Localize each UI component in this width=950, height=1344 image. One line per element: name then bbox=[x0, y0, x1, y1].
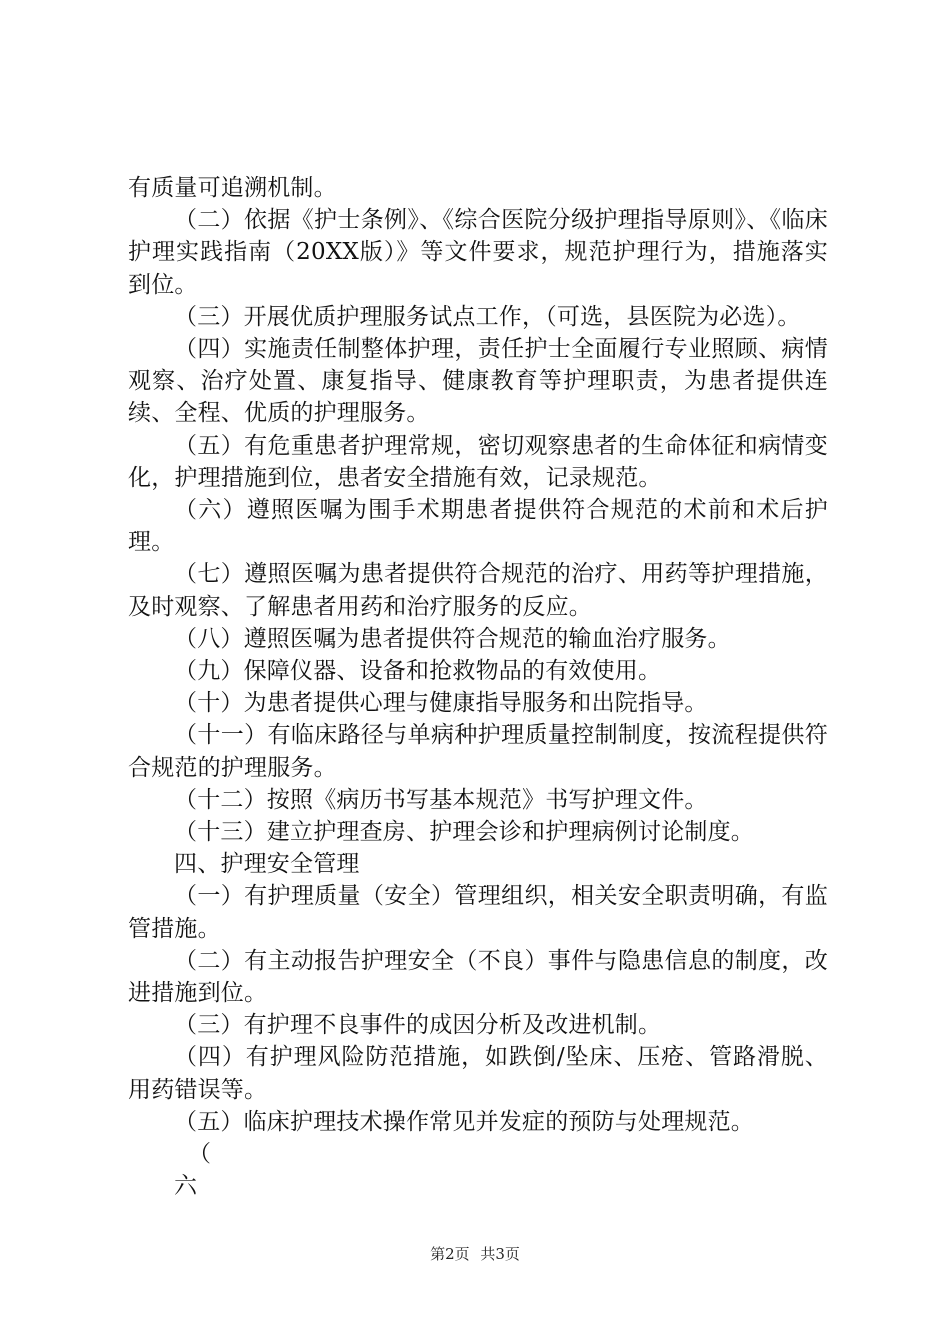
paragraph-7: （七）遵照医嘱为患者提供符合规范的治疗、用药等护理措施，及时观察、了解患者用药和治疗服务的反应。 bbox=[128, 561, 828, 620]
paragraph-15: （一）有护理质量（安全）管理组织，相关安全职责明确，有监管措施。 bbox=[128, 883, 828, 942]
paragraph-12: （十二）按照《病历书写基本规范》书写护理文件。 bbox=[174, 786, 708, 813]
paragraph-fragment-six: 六 bbox=[174, 1173, 198, 1200]
page-total: 共3页 bbox=[480, 1245, 520, 1263]
section-heading-safety: 四、护理安全管理 bbox=[174, 851, 360, 878]
paragraph-10: （十）为患者提供心理与健康指导服务和出院指导。 bbox=[174, 690, 708, 717]
paragraph-3: （三）开展优质护理服务试点工作，（可选，县医院为必选）。 bbox=[174, 303, 801, 330]
paragraph-8: （八）遵照医嘱为患者提供符合规范的输血治疗服务。 bbox=[174, 625, 731, 652]
page-footer bbox=[0, 1244, 950, 1264]
paragraph-13: （十三）建立护理查房、护理会诊和护理病例讨论制度。 bbox=[174, 819, 754, 846]
paragraph-6: （六）遵照医嘱为围手术期患者提供符合规范的术前和术后护理。 bbox=[128, 497, 828, 556]
paragraph-11: （十一）有临床路径与单病种护理质量控制制度，按流程提供符合规范的护理服务。 bbox=[128, 722, 828, 781]
document-body bbox=[128, 172, 828, 1203]
paragraph-1: 有质量可追溯机制。 bbox=[128, 175, 337, 201]
page-number: 第2页 bbox=[430, 1245, 470, 1263]
paragraph-9: （九）保障仪器、设备和抢救物品的有效使用。 bbox=[174, 658, 662, 685]
paragraph-2: （二）依据《护士条例》、《综合医院分级护理指导原则》、《临床护理实践指南（20XX版）》等文件要求，规范护理行为，措施落实到位。 bbox=[128, 207, 828, 298]
paragraph-fragment-paren: （ bbox=[188, 1141, 212, 1168]
paragraph-5: （五）有危重患者护理常规，密切观察患者的生命体征和病情变化，护理措施到位，患者安全措施有效，记录规范。 bbox=[128, 432, 828, 491]
paragraph-17: （三）有护理不良事件的成因分析及改进机制。 bbox=[174, 1012, 662, 1039]
paragraph-16: （二）有主动报告护理安全（不良）事件与隐患信息的制度，改进措施到位。 bbox=[128, 947, 828, 1007]
paragraph-4: （四）实施责任制整体护理，责任护士全面履行专业照顾、病情观察、治疗处置、康复指导、健康教育等护理职责，为患者提供连续、全程、优质的护理服务。 bbox=[128, 336, 828, 427]
paragraph-19: （五）临床护理技术操作常见并发症的预防与处理规范。 bbox=[174, 1108, 754, 1135]
paragraph-18: （四）有护理风险防范措施，如跌倒/坠床、压疮、管路滑脱、用药错误等。 bbox=[128, 1044, 828, 1103]
